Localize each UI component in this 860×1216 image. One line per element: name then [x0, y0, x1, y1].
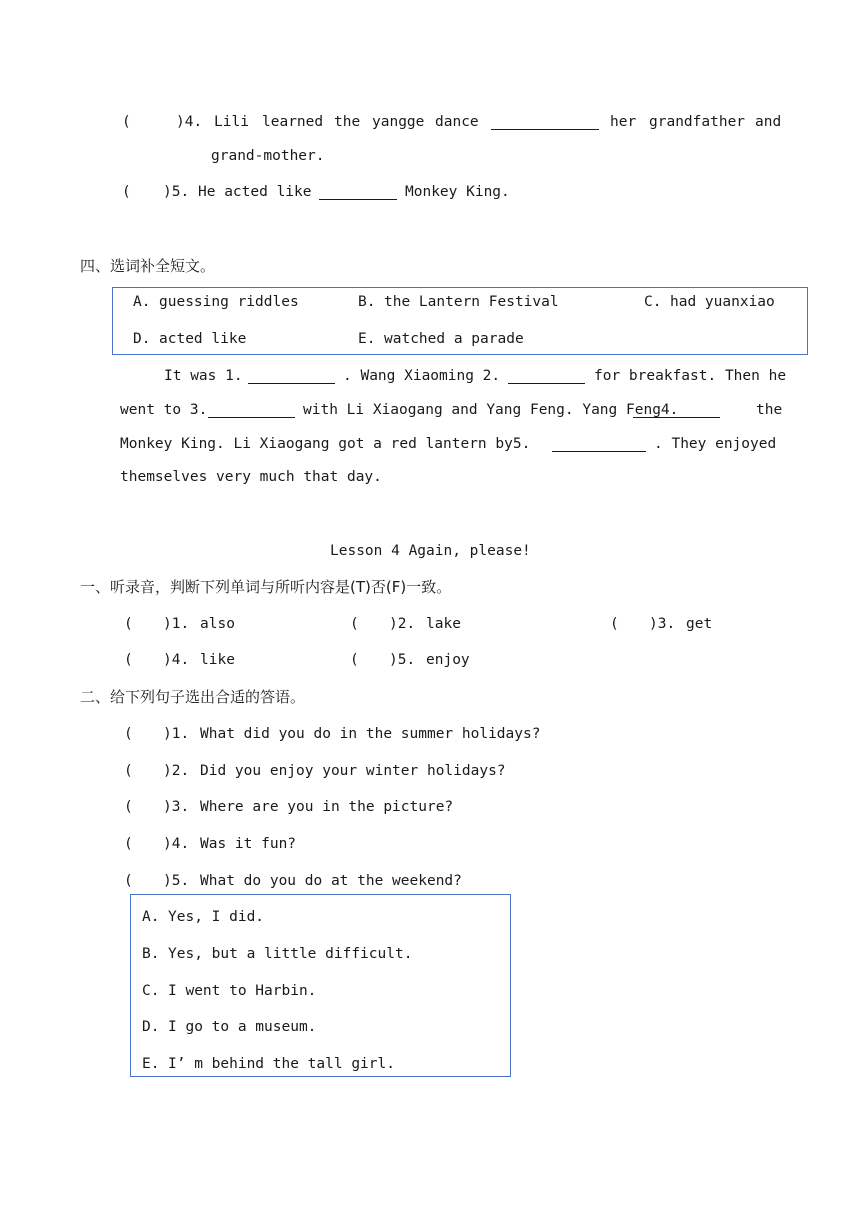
item-number: )4.: [163, 652, 190, 668]
word: and: [755, 114, 782, 130]
answer-paren-open: (: [124, 799, 133, 815]
word: dance: [435, 114, 479, 130]
answer-paren-open: (: [610, 616, 619, 632]
option-letter: B.: [358, 294, 376, 310]
answer-paren-open: (: [124, 726, 133, 742]
item-number: )1.: [163, 616, 190, 632]
word: grandfather: [649, 114, 746, 130]
option-letter: C.: [644, 294, 662, 310]
answer-blank[interactable]: [491, 115, 599, 130]
option-letter: D.: [133, 331, 151, 347]
answer-paren-open: (: [122, 114, 131, 130]
word: learned: [262, 114, 324, 130]
answer-letter: C.: [142, 983, 160, 999]
item-number: )5.: [389, 652, 416, 668]
answer-blank[interactable]: [552, 437, 646, 452]
answer-paren-open: (: [124, 836, 133, 852]
passage-text: the: [756, 402, 783, 418]
question-number: )4.: [163, 836, 190, 852]
lesson-title: Lesson 4 Again, please!: [330, 543, 531, 559]
question-continuation: grand-mother.: [211, 148, 325, 164]
question-number: )2.: [163, 763, 190, 779]
question-number: )1.: [163, 726, 190, 742]
option-text: watched a parade: [384, 331, 524, 347]
option-text: acted like: [159, 331, 247, 347]
passage-text: Monkey King. Li Xiaogang got a red lantern by5.: [120, 436, 531, 452]
answer-paren-open: (: [124, 652, 133, 668]
passage-text: with Li Xiaogang and Yang Feng. Yang Feng4.: [303, 402, 679, 418]
section-heading: 一、听录音，判断下列单词与所听内容是(T)否(F)一致。: [80, 578, 452, 596]
answer-blank[interactable]: [508, 369, 585, 384]
option-letter: E.: [358, 331, 376, 347]
word: her: [610, 114, 637, 130]
answer-letter: B.: [142, 946, 160, 962]
passage-text: themselves very much that day.: [120, 469, 382, 485]
answer-paren-open: (: [124, 873, 133, 889]
answer-text: Yes, but a little difficult.: [168, 946, 413, 962]
option-letter: A.: [133, 294, 151, 310]
question-text: He acted like: [198, 184, 312, 200]
answer-blank[interactable]: [319, 185, 397, 200]
passage-text: for breakfast. Then he: [594, 368, 787, 384]
answer-text: I went to Harbin.: [168, 983, 317, 999]
question-text: What did you do in the summer holidays?: [200, 726, 541, 742]
word: Lili: [214, 114, 249, 130]
passage-text: It was 1.: [164, 368, 243, 384]
passage-text: went to 3.: [120, 402, 208, 418]
question-number: )3.: [163, 799, 190, 815]
word: yangge: [372, 114, 425, 130]
passage-text: . They enjoyed: [654, 436, 777, 452]
answer-blank[interactable]: [248, 369, 335, 384]
question-number: )5.: [163, 873, 190, 889]
question-text: What do you do at the weekend?: [200, 873, 462, 889]
section-heading: 二、给下列句子选出合适的答语。: [80, 688, 306, 706]
answer-paren-open: (: [122, 184, 131, 200]
answer-paren-open: (: [350, 616, 359, 632]
answer-text: I go to a museum.: [168, 1019, 317, 1035]
answer-blank[interactable]: [633, 403, 720, 418]
question-text: Was it fun?: [200, 836, 297, 852]
answer-paren-open: (: [124, 616, 133, 632]
answer-paren-open: (: [124, 763, 133, 779]
option-text: the Lantern Festival: [384, 294, 559, 310]
answer-blank[interactable]: [208, 403, 295, 418]
answer-text: Yes, I did.: [168, 909, 265, 925]
item-word: enjoy: [426, 652, 470, 668]
item-word: also: [200, 616, 235, 632]
answer-paren-open: (: [350, 652, 359, 668]
item-number: )3.: [649, 616, 676, 632]
question-number: )4.: [176, 114, 203, 130]
option-text: had yuanxiao: [670, 294, 775, 310]
item-word: lake: [426, 616, 461, 632]
question-number: )5.: [163, 184, 190, 200]
answer-letter: E.: [142, 1056, 160, 1072]
answer-text: I’ m behind the tall girl.: [168, 1056, 395, 1072]
question-text: Monkey King.: [405, 184, 510, 200]
word: the: [334, 114, 361, 130]
item-word: like: [200, 652, 235, 668]
answer-letter: D.: [142, 1019, 160, 1035]
section-heading: 四、选词补全短文。: [80, 257, 216, 275]
item-number: )2.: [389, 616, 416, 632]
question-text: Where are you in the picture?: [200, 799, 454, 815]
passage-text: . Wang Xiaoming 2.: [343, 368, 501, 384]
item-word: get: [686, 616, 713, 632]
question-text: Did you enjoy your winter holidays?: [200, 763, 506, 779]
answer-letter: A.: [142, 909, 160, 925]
option-text: guessing riddles: [159, 294, 299, 310]
